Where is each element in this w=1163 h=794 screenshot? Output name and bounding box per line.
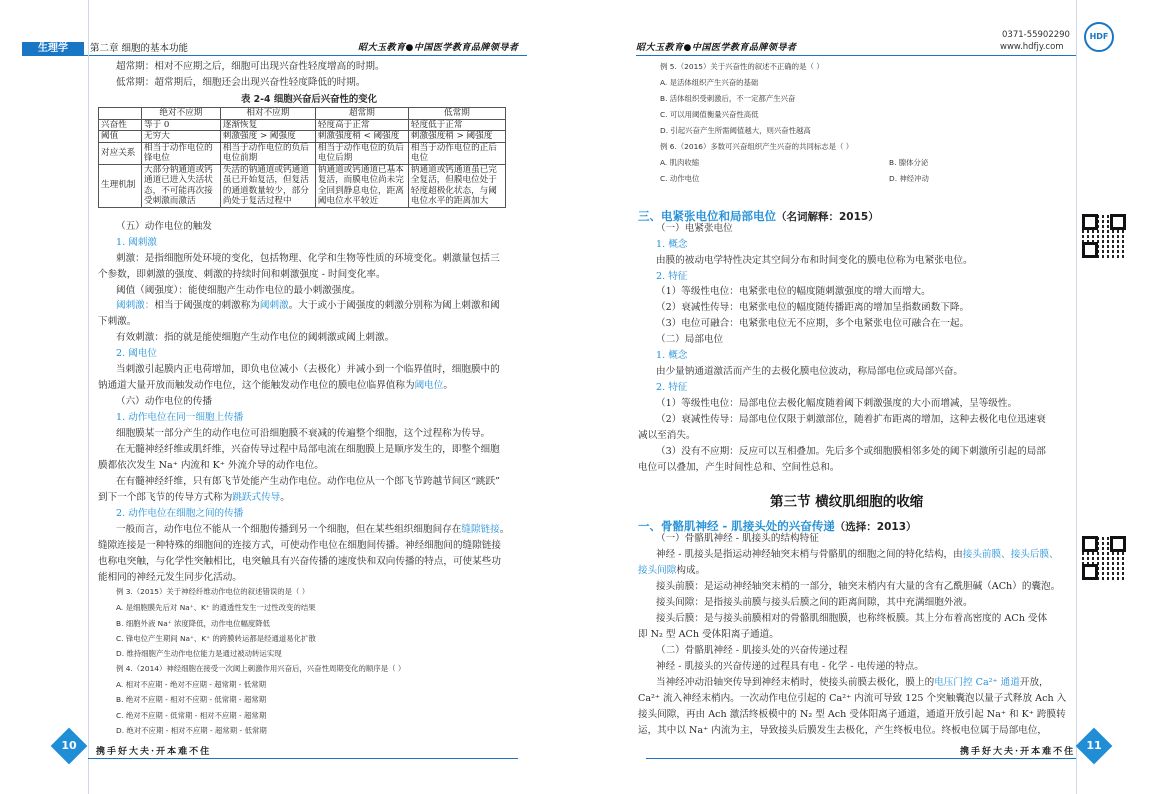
example-5-option: C. 可以用阈值衡量兴奋性高低 — [660, 110, 759, 119]
example-4-option: D. 绝对不应期 - 相对不应期 - 超常期 - 低常期 — [116, 726, 267, 735]
table-header-row — [99, 108, 506, 120]
page-edge-right — [1076, 0, 1077, 794]
para-line-junction-cont — [638, 565, 705, 577]
list-item: （3）没有不应期：反应可以互相叠加。先后多个或细胞膜相邻多处的阈下刺激所引起的局部 — [656, 446, 1046, 457]
table-row — [99, 142, 506, 164]
table-row — [99, 119, 506, 131]
slogan-right: 昭大玉教育●中国医学教育品牌领导者 — [636, 43, 797, 53]
text-span: 。大于或小于阈强度的刺激分别称为阈上刺激和阈 — [288, 300, 500, 311]
text-span: 相当于阈强度的刺激称为 — [154, 300, 260, 311]
para-line-gap-junction: 一般而言，动作电位不能从一个细胞传播到另一个细胞，但在某些组织细胞间存在缝隙链接。 — [116, 524, 510, 535]
term-threshold-stimulus: 阈刺激： — [116, 300, 155, 311]
subsection-electrotonic: （一）电紧张电位 — [656, 223, 733, 234]
table-cell: 失活的钠通道或钙通道虽已开始复活，但复活的通道数量较少，部分尚处于复活过程中 — [220, 164, 315, 207]
subheading-same-cell: 1. 动作电位在同一细胞上传播 — [116, 412, 244, 423]
list-item: （1）等级性电位：局部电位去极化幅度随着阈下刺激强度的大小而增减，呈等级性。 — [656, 398, 1018, 409]
para-line: 有效刺激：指的就是能使细胞产生动作电位的阈刺激或阈上刺激。 — [116, 332, 395, 343]
brand-logo — [1084, 22, 1114, 52]
para-line: 刺激：是指细胞所处环境的变化，包括物理、化学和生物等性质的环境变化。刺激量包括三 — [116, 253, 500, 264]
para-line-junction — [656, 549, 1059, 561]
link-threshold-stimulus[interactable]: 阈刺激 — [259, 300, 289, 311]
list-item: （2）衰减性传导：电紧张电位的幅度随传播距离的增加呈指数函数下降。 — [656, 302, 970, 313]
list-item: 接头间隙：是指接头前膜与接头后膜之间的距离间隙，其中充满细胞外液。 — [656, 597, 973, 608]
example-3-option: D. 维持细胞产生动作电位能力是通过被动转运实现 — [116, 649, 282, 658]
table-header-cell: 超常期 — [315, 108, 408, 120]
header-rule-left — [22, 55, 527, 56]
para-line-threshold-potential: 钠通道大量开放而触发动作电位，这个能触发动作电位的膜电位临界值称为阈电位。 — [98, 380, 453, 391]
table-cell: 阈值 — [99, 131, 142, 143]
para-line: 在无髓神经纤维或肌纤维，兴奋传导过程中局部电流在细胞膜上是顺序发生的，即整个细胞 — [116, 444, 500, 455]
example-4-option: C. 绝对不应期 - 低常期 - 相对不应期 - 超常期 — [116, 711, 267, 720]
list-item: （2）衰减性传导：局部电位仅限于刺激部位，随着扩布距离的增加，这种去极化电位迅速衰 — [656, 414, 1046, 425]
table-header-cell — [99, 108, 142, 120]
list-item: 即 N₂ 型 ACh 受体阳离子通道。 — [638, 629, 779, 640]
example-6-option: C. 动作电位 — [660, 174, 700, 183]
subject-label: 生理学 — [22, 42, 84, 55]
table-cell: 相当于动作电位的负后电位后期 — [315, 142, 408, 164]
table-row — [99, 164, 506, 207]
footer-slogan-right: 携手好大夫·开本难不住 — [960, 747, 1076, 757]
link-junction-cleft[interactable]: 接头间隙 — [638, 565, 677, 576]
text-span: 构成。 — [676, 565, 706, 576]
table-cell: 无穷大 — [142, 131, 221, 143]
example-3-stem: 例 3.（2015）关于神经纤维动作电位的叙述错误的是（ ） — [116, 587, 310, 596]
link-threshold-potential[interactable]: 阈电位 — [414, 380, 444, 391]
chapter-title: 第二章 细胞的基本功能 — [90, 43, 189, 54]
example-6-option: A. 肌肉收缩 — [660, 158, 700, 167]
h1-note: （选择：2013） — [834, 521, 917, 533]
example-6-option: B. 腺体分泌 — [889, 158, 929, 167]
text-span: 神经 - 肌接头是指运动神经轴突末梢与骨骼肌的细胞之间的特化结构，由 — [656, 549, 963, 560]
qr-code-icon[interactable] — [1082, 536, 1126, 580]
website-url: www.hdfjy.com — [1000, 42, 1064, 52]
section-3-heading — [638, 205, 879, 224]
logo-text: HDF — [1089, 32, 1109, 41]
section-6-title: （六）动作电位的传播 — [116, 396, 212, 407]
example-5-option: B. 活体组织受刺激后，不一定都产生兴奋 — [660, 94, 796, 103]
table-cell: 轻度低于正常 — [408, 119, 505, 131]
list-item: （1）等级性电位：电紧张电位的幅度随刺激强度的增大而增大。 — [656, 286, 931, 297]
table-cell: 逐渐恢复 — [220, 119, 315, 131]
link-calcium-channel[interactable]: 电压门控 Ca²⁺ 通道 — [934, 677, 1020, 688]
para-line: 也称电突触，与化学性突触相比，电突触具有兴奋传播的速度快和双向传播的特点，可使某些功 — [98, 556, 501, 567]
para-line: 下刺激。 — [98, 316, 137, 327]
text-span: 钠通道大量开放而触发动作电位，这个能触发动作电位的膜电位临界值称为 — [98, 380, 415, 391]
table-cell: 刺激强度 > 阈强度 — [220, 131, 315, 143]
para-line: 接头间隙，再由 Ach 激活终板模中的 N₂ 型 Ach 受体阳离子通道，通道开放引起 Na⁺ 和 K⁺ 跨膜转 — [638, 709, 1066, 720]
para-line-calcium — [656, 677, 1049, 689]
left-line-0: 超常期：相对不应期之后，细胞可出现兴奋性轻度增高的时期。 — [116, 61, 385, 72]
example-4-option: A. 相对不应期 - 绝对不应期 - 超常期 - 低常期 — [116, 680, 266, 689]
table-cell: 相当于动作电位的锋电位 — [142, 142, 221, 164]
para-line: 阈值（阈强度）：能使细胞产生动作电位的最小刺激强度。 — [116, 285, 361, 296]
subsection-transmission: （二）骨骼肌神经 - 肌接头处的兴奋传递过程 — [656, 645, 848, 656]
para-line: 在有髓神经纤维，只有郎飞节处能产生动作电位。动作电位从一个郎飞节跨越节间区“跳跃” — [116, 476, 500, 487]
heading-features: 2. 特征 — [656, 382, 688, 393]
subsection-structure: （一）骨骼肌神经 - 肌接头的结构特征 — [656, 533, 819, 544]
para-line: 细胞膜某一部分产生的动作电位可沿细胞膜不衰减的传遍整个细胞，这个过程称为传导。 — [116, 428, 491, 439]
para-line: 运，其中以 Na⁺ 内流为主，导致接头后膜发生去极化，产生终板电位。终板电位属于局部电位， — [638, 725, 1048, 736]
footer-rule-left — [88, 758, 518, 759]
para-line: 缝隙连接是一种特殊的细胞间的连接方式，可使动作电位在细胞间传播。神经细胞间的缝隙链接 — [98, 540, 501, 551]
page-number-text: 10 — [61, 739, 77, 752]
example-3-option: B. 细胞外液 Na⁺ 浓度降低，动作电位幅度降低 — [116, 619, 271, 628]
para-line: 能相同的神经元发生同步化活动。 — [98, 572, 242, 583]
phone-number: 0371-55902290 — [1002, 30, 1070, 40]
page-number-text: 11 — [1086, 739, 1102, 752]
para-line-threshold — [116, 300, 500, 312]
footer-slogan-left: 携手好大夫·开本难不住 — [96, 747, 212, 757]
example-6-option: D. 神经冲动 — [889, 174, 929, 183]
table-cell: 相当于动作电位的正后电位 — [408, 142, 505, 164]
table-header-cell: 低常期 — [408, 108, 505, 120]
table-cell: 钠通道或钙通道虽已完全复活，但膜电位处于轻度超极化状态，与阈电位水平的距离加大 — [408, 164, 505, 207]
page-number-left — [51, 728, 88, 765]
list-item: 减以至消失。 — [638, 430, 696, 441]
table-cell: 刺激强度稍 > 阈强度 — [408, 131, 505, 143]
example-3-option: C. 锋电位产生期间 Na⁺、K⁺ 的跨膜转运都是经通道易化扩散 — [116, 634, 316, 643]
example-6-stem: 例 6.（2016）多数可兴奋组织产生兴奋的共同标志是（ ） — [660, 142, 854, 151]
footer-rule-right — [646, 758, 1076, 759]
subheading-between-cells: 2. 动作电位在细胞之间的传播 — [116, 508, 244, 519]
para-line-saltatory: 到下一个郎飞节的传导方式称为跳跃式传导。 — [98, 492, 290, 503]
table-cell: 兴奋性 — [99, 119, 142, 131]
heading-concept: 1. 概念 — [656, 239, 688, 250]
example-4-option: B. 绝对不应期 - 相对不应期 - 低常期 - 超常期 — [116, 695, 267, 704]
table-cell: 刺激强度稍 < 阈强度 — [315, 131, 408, 143]
link-junction-membranes[interactable]: 接头前膜、接头后膜、 — [962, 549, 1059, 560]
para-line: 由膜的被动电学特性决定其空间分布和时间变化的膜电位称为电紧张电位。 — [656, 255, 973, 266]
slogan-left: 昭大玉教育●中国医学教育品牌领导者 — [358, 43, 519, 53]
para-line: 由少量钠通道激活而产生的去极化膜电位波动，称局部电位或局部兴奋。 — [656, 366, 963, 377]
table-cell: 对应关系 — [99, 142, 142, 164]
section-3-note: （名词解释：2015） — [776, 211, 879, 223]
link-gap-junction[interactable]: 缝隙链接 — [461, 524, 500, 535]
table-title: 表 2-4 细胞兴奋后兴奋性的变化 — [241, 94, 377, 105]
subheading-threshold-potential: 2. 阈电位 — [116, 348, 157, 359]
section-3-title: 三、电紧张电位和局部电位 — [638, 209, 776, 223]
h1-heading — [638, 515, 917, 534]
subheading-threshold-stimulus: 1. 阈刺激 — [116, 237, 157, 248]
heading-features: 2. 特征 — [656, 271, 688, 282]
heading-concept: 1. 概念 — [656, 350, 688, 361]
list-item: 电位可以叠加，产生时间性总和、空间性总和。 — [638, 462, 840, 473]
excitability-table — [98, 107, 506, 208]
text-span: 开放， — [1019, 677, 1049, 688]
subsection-local-potential: （二）局部电位 — [656, 334, 724, 345]
para-line: 当刺激引起膜内正电荷增加，即负电位减小（去极化）并减小到一个临界值时，细胞膜中的 — [116, 364, 500, 375]
text-span: 到下一个郎飞节的传导方式称为 — [98, 492, 233, 503]
example-5-option: A. 是活体组织产生兴奋的基础 — [660, 78, 759, 87]
table-cell: 相当于动作电位的负后电位前期 — [220, 142, 315, 164]
section-heading: 第三节 横纹肌细胞的收缩 — [770, 494, 924, 510]
example-4-stem: 例 4.（2014）神经细胞在接受一次阈上刺激作用兴奋后，兴奋性周期变化的顺序是（ ） — [116, 664, 406, 673]
para-line: 神经 - 肌接头的兴奋传递的过程具有电 - 化学 - 电传递的特点。 — [656, 661, 924, 672]
text-span: 一般而言，动作电位不能从一个细胞传播到另一个细胞，但在某些组织细胞间存在 — [116, 524, 462, 535]
section-5-title: （五）动作电位的触发 — [116, 221, 212, 232]
page-number-right — [1076, 728, 1113, 765]
h1-title: 一、骨骼肌神经 - 肌接头处的兴奋传递 — [638, 519, 835, 533]
list-item: 接头前膜：是运动神经轴突末梢的一部分，轴突末梢内有大量的含有乙酰胆碱（ACh）的囊泡。 — [656, 581, 1061, 592]
link-saltatory-conduction[interactable]: 跳跃式传导 — [232, 492, 281, 503]
page-edge-left — [88, 0, 89, 794]
para-line: 膜都依次发生 Na⁺ 内流和 K⁺ 外流介导的动作电位。 — [98, 460, 324, 471]
example-5-option: D. 引起兴奋产生所需阈值越大，则兴奋性越高 — [660, 126, 811, 135]
para-line: Ca²⁺ 流入神经末梢内。一次动作电位引起的 Ca²⁺ 内流可导致 125 个突触囊泡以量子式释放 Ach 入 — [638, 693, 1067, 704]
list-item: （3）电位可融合：电紧张电位无不应期，多个电紧张电位可融合在一起。 — [656, 318, 970, 329]
table-cell: 钠通道或钙通道已基本复活，而膜电位尚未完全回到静息电位，距离阈电位水平较近 — [315, 164, 408, 207]
table-cell: 等于 0 — [142, 119, 221, 131]
qr-code-icon[interactable] — [1082, 214, 1126, 258]
table-header-cell: 绝对不应期 — [142, 108, 221, 120]
table-cell: 大部分钠通道或钙通道已进入失活状态，不可能再次接受刺激而激活 — [142, 164, 221, 207]
list-item: 接头后膜：是与接头前膜相对的骨骼肌细胞膜，也称终板膜。其上分布着高密度的 ACh 受体 — [656, 613, 1048, 624]
table-header-cell: 相对不应期 — [220, 108, 315, 120]
table-cell: 轻度高于正常 — [315, 119, 408, 131]
example-5-stem: 例 5.（2015）关于兴奋性的叙述不正确的是（ ） — [660, 62, 824, 71]
left-line-1: 低常期：超常期后，细胞还会出现兴奋性轻度降低的时期。 — [116, 77, 366, 88]
table-row — [99, 131, 506, 143]
text-span: 当神经冲动沿轴突传导到神经末梢时，使接头前膜去极化，膜上的 — [656, 677, 935, 688]
example-3-option: A. 是细胞膜先后对 Na⁺、K⁺ 的通透性发生一过性改变的结果 — [116, 603, 316, 612]
para-line: 个参数，即刺激的强度、刺激的持续时间和刺激强度 - 时间变化率。 — [98, 269, 386, 280]
header-rule-right — [636, 55, 1076, 56]
table-cell: 生理机制 — [99, 164, 142, 207]
